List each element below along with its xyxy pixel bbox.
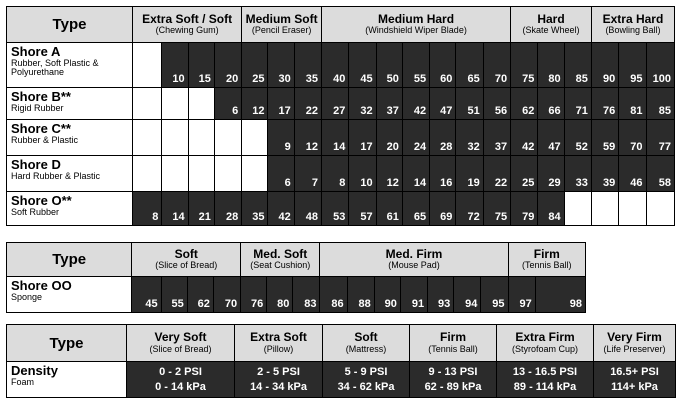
- type-header: Type: [7, 7, 133, 43]
- scale-label: [7, 362, 127, 398]
- scale-label: [7, 156, 133, 192]
- psi-value: 16.5+ PSI: [610, 365, 659, 378]
- density-cell: [410, 362, 497, 398]
- value-cell: 80: [538, 43, 564, 88]
- scale-label: [7, 277, 132, 313]
- category-name: Med. Firm: [385, 246, 443, 261]
- foam-header-row: [7, 325, 676, 362]
- value-cell: 12: [376, 156, 402, 192]
- scale-description: Rigid Rubber: [11, 102, 64, 113]
- type-header: Type: [7, 325, 127, 362]
- value-cell: 25: [511, 156, 538, 192]
- psi-value: 9 - 13 PSI: [428, 365, 478, 378]
- category-header: [591, 7, 674, 43]
- category-example: (Mouse Pad): [388, 260, 440, 271]
- empty-cell: [188, 156, 214, 192]
- value-cell: 6: [214, 88, 241, 120]
- empty-cell: [162, 120, 188, 156]
- value-cell: 27: [322, 88, 349, 120]
- category-header: [323, 325, 410, 362]
- scale-description: Soft Rubber: [11, 206, 60, 217]
- value-cell: 24: [402, 120, 429, 156]
- value-cell: 77: [646, 120, 674, 156]
- category-name: Firm: [439, 330, 466, 345]
- value-cell: 84: [538, 192, 564, 226]
- value-cell: 14: [322, 120, 349, 156]
- value-cell: 81: [619, 88, 646, 120]
- scale-description: Rubber & Plastic: [11, 134, 79, 145]
- sponge-table: [6, 242, 586, 313]
- value-cell: 66: [538, 88, 564, 120]
- scale-label: [7, 120, 133, 156]
- value-cell: 16: [430, 156, 456, 192]
- value-cell: 32: [456, 120, 483, 156]
- density-cell: [127, 362, 235, 398]
- category-header: [320, 243, 508, 277]
- category-example: (Chewing Gum): [155, 25, 219, 36]
- empty-cell: [133, 88, 162, 120]
- value-cell: 22: [483, 156, 510, 192]
- value-cell: 51: [456, 88, 483, 120]
- category-name: Very Soft: [154, 330, 207, 345]
- value-cell: 70: [213, 277, 240, 313]
- category-example: (Slice of Bread): [155, 260, 218, 271]
- value-cell: 70: [483, 43, 510, 88]
- value-cell: 8: [133, 192, 162, 226]
- value-cell: 59: [591, 120, 618, 156]
- value-cell: 8: [322, 156, 349, 192]
- value-cell: 76: [241, 277, 267, 313]
- density-cell: [497, 362, 594, 398]
- value-cell: 17: [349, 120, 376, 156]
- empty-cell: [162, 156, 188, 192]
- category-header: [511, 7, 592, 43]
- value-cell: 83: [293, 277, 320, 313]
- empty-cell: [214, 156, 241, 192]
- value-cell: 20: [214, 43, 241, 88]
- category-name: Extra Firm: [515, 330, 575, 345]
- category-example: (Pencil Eraser): [251, 25, 312, 36]
- foam-table: [6, 324, 676, 398]
- psi-value: 13 - 16.5 PSI: [512, 365, 578, 378]
- scale-row: [7, 120, 675, 156]
- scale-row: [7, 192, 675, 226]
- value-cell: 91: [400, 277, 427, 313]
- value-cell: 58: [646, 156, 674, 192]
- value-cell: 98: [535, 277, 585, 313]
- category-name: Firm: [533, 246, 560, 261]
- value-cell: 62: [511, 88, 538, 120]
- value-cell: 55: [161, 277, 187, 313]
- empty-cell: [242, 156, 268, 192]
- category-example: (Styrofoam Cup): [511, 343, 579, 354]
- scale-description: Rubber, Soft Plastic & Polyurethane: [11, 57, 99, 78]
- category-example: (Seat Cushion): [250, 260, 311, 271]
- category-header: [497, 325, 594, 362]
- value-cell: 57: [349, 192, 376, 226]
- empty-cell: [162, 88, 188, 120]
- category-header: [322, 7, 511, 43]
- value-cell: 60: [430, 43, 456, 88]
- value-cell: 52: [564, 120, 591, 156]
- empty-cell: [619, 192, 646, 226]
- durometer-table: [6, 6, 675, 226]
- category-header: [133, 7, 242, 43]
- category-name: Hard: [537, 11, 565, 26]
- category-name: Medium Hard: [378, 11, 455, 26]
- kpa-value: 0 - 14 kPa: [155, 380, 206, 393]
- value-cell: 28: [214, 192, 241, 226]
- scale-name: Shore O**: [11, 193, 72, 208]
- empty-cell: [214, 120, 241, 156]
- value-cell: 30: [268, 43, 294, 88]
- value-cell: 90: [591, 43, 618, 88]
- kpa-value: 34 - 62 kPa: [337, 380, 395, 393]
- scale-name: Density: [11, 363, 58, 378]
- value-cell: 100: [646, 43, 674, 88]
- scale-label: [7, 88, 133, 120]
- value-cell: 47: [538, 120, 564, 156]
- category-example: (Life Preserver): [603, 343, 666, 354]
- sponge-row: [7, 277, 586, 313]
- value-cell: 25: [242, 43, 268, 88]
- empty-cell: [646, 192, 674, 226]
- value-cell: 45: [349, 43, 376, 88]
- value-cell: 39: [591, 156, 618, 192]
- sponge-header-row: [7, 243, 586, 277]
- empty-cell: [188, 88, 214, 120]
- empty-cell: [133, 120, 162, 156]
- durometer-header-row: [7, 7, 675, 43]
- value-cell: 97: [508, 277, 535, 313]
- category-header: [410, 325, 497, 362]
- category-example: (Slice of Bread): [149, 343, 212, 354]
- value-cell: 85: [564, 43, 591, 88]
- value-cell: 35: [242, 192, 268, 226]
- value-cell: 56: [483, 88, 510, 120]
- category-example: (Windshield Wiper Blade): [365, 25, 467, 36]
- category-name: Medium Soft: [245, 11, 318, 26]
- category-example: (Mattress): [345, 343, 387, 354]
- value-cell: 65: [402, 192, 429, 226]
- scale-description: Hard Rubber & Plastic: [11, 170, 101, 181]
- value-cell: 28: [430, 120, 456, 156]
- category-header: [132, 243, 241, 277]
- density-cell: [594, 362, 676, 398]
- scale-label: [7, 43, 133, 88]
- category-name: Extra Soft: [250, 330, 307, 345]
- category-example: (Skate Wheel): [522, 25, 580, 36]
- scale-row: [7, 156, 675, 192]
- category-header: [127, 325, 235, 362]
- category-name: Very Firm: [607, 330, 662, 345]
- value-cell: 10: [162, 43, 188, 88]
- category-name: Soft: [354, 330, 378, 345]
- value-cell: 94: [454, 277, 481, 313]
- kpa-value: 14 - 34 kPa: [250, 380, 307, 393]
- value-cell: 40: [322, 43, 349, 88]
- value-cell: 48: [294, 192, 321, 226]
- scale-row: [7, 88, 675, 120]
- category-example: (Bowling Ball): [605, 25, 661, 36]
- value-cell: 80: [267, 277, 293, 313]
- category-header: [241, 243, 320, 277]
- category-name: Med. Soft: [253, 246, 308, 261]
- category-header: [594, 325, 676, 362]
- value-cell: 61: [376, 192, 402, 226]
- density-cell: [323, 362, 410, 398]
- value-cell: 7: [294, 156, 321, 192]
- value-cell: 69: [430, 192, 456, 226]
- value-cell: 6: [268, 156, 294, 192]
- psi-value: 5 - 9 PSI: [344, 365, 388, 378]
- kpa-value: 62 - 89 kPa: [424, 380, 482, 393]
- empty-cell: [564, 192, 591, 226]
- value-cell: 90: [374, 277, 400, 313]
- psi-value: 0 - 2 PSI: [159, 365, 202, 378]
- value-cell: 46: [619, 156, 646, 192]
- value-cell: 72: [456, 192, 483, 226]
- scale-row: [7, 43, 675, 88]
- value-cell: 75: [483, 192, 510, 226]
- empty-cell: [188, 120, 214, 156]
- value-cell: 32: [349, 88, 376, 120]
- value-cell: 17: [268, 88, 294, 120]
- value-cell: 93: [428, 277, 454, 313]
- value-cell: 33: [564, 156, 591, 192]
- density-cell: [235, 362, 323, 398]
- category-header: [242, 7, 322, 43]
- category-name: Extra Hard: [602, 11, 664, 26]
- value-cell: 12: [294, 120, 321, 156]
- value-cell: 53: [322, 192, 349, 226]
- value-cell: 12: [242, 88, 268, 120]
- value-cell: 95: [619, 43, 646, 88]
- scale-name: Shore D: [11, 157, 61, 172]
- value-cell: 37: [483, 120, 510, 156]
- psi-value: 2 - 5 PSI: [257, 365, 300, 378]
- value-cell: 10: [349, 156, 376, 192]
- value-cell: 50: [376, 43, 402, 88]
- value-cell: 75: [511, 43, 538, 88]
- value-cell: 37: [376, 88, 402, 120]
- value-cell: 14: [162, 192, 188, 226]
- density-row: [7, 362, 676, 398]
- category-name: Soft: [174, 246, 198, 261]
- empty-cell: [591, 192, 618, 226]
- empty-cell: [133, 43, 162, 88]
- value-cell: 95: [481, 277, 508, 313]
- value-cell: 15: [188, 43, 214, 88]
- scale-name: Shore OO: [11, 278, 72, 293]
- category-name: Extra Soft / Soft: [142, 11, 233, 26]
- empty-cell: [242, 120, 268, 156]
- value-cell: 29: [538, 156, 564, 192]
- value-cell: 65: [456, 43, 483, 88]
- scale-name: Shore B**: [11, 89, 71, 104]
- scale-description: Sponge: [11, 291, 43, 302]
- value-cell: 71: [564, 88, 591, 120]
- category-header: [235, 325, 323, 362]
- category-example: (Tennis Ball): [428, 343, 478, 354]
- value-cell: 86: [320, 277, 347, 313]
- category-example: (Pillow): [263, 343, 294, 354]
- value-cell: 9: [268, 120, 294, 156]
- kpa-value: 114+ kPa: [611, 380, 658, 393]
- value-cell: 45: [132, 277, 161, 313]
- scale-name: Shore A: [11, 44, 61, 59]
- category-example: (Tennis Ball): [522, 260, 572, 271]
- value-cell: 88: [347, 277, 374, 313]
- empty-cell: [133, 156, 162, 192]
- value-cell: 14: [402, 156, 429, 192]
- value-cell: 76: [591, 88, 618, 120]
- value-cell: 70: [619, 120, 646, 156]
- scale-name: Shore C**: [11, 121, 71, 136]
- type-header: Type: [7, 243, 132, 277]
- scale-label: [7, 192, 133, 226]
- value-cell: 55: [402, 43, 429, 88]
- scale-description: Foam: [11, 376, 35, 387]
- value-cell: 22: [294, 88, 321, 120]
- value-cell: 20: [376, 120, 402, 156]
- category-header: [508, 243, 585, 277]
- value-cell: 79: [511, 192, 538, 226]
- value-cell: 42: [268, 192, 294, 226]
- value-cell: 62: [187, 277, 213, 313]
- value-cell: 42: [402, 88, 429, 120]
- value-cell: 19: [456, 156, 483, 192]
- value-cell: 47: [430, 88, 456, 120]
- value-cell: 35: [294, 43, 321, 88]
- value-cell: 42: [511, 120, 538, 156]
- value-cell: 85: [646, 88, 674, 120]
- kpa-value: 89 - 114 kPa: [513, 380, 577, 393]
- value-cell: 21: [188, 192, 214, 226]
